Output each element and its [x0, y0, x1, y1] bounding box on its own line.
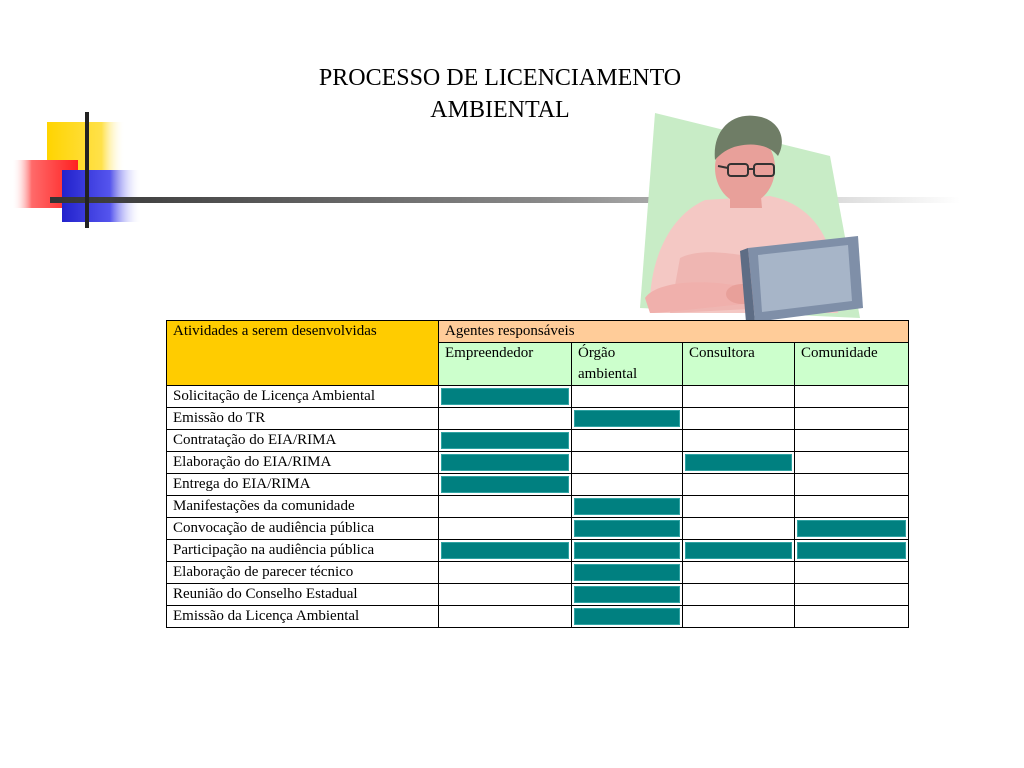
- responsibility-cell: [683, 496, 795, 518]
- responsibility-cell: [795, 584, 909, 606]
- responsibility-cell: [683, 562, 795, 584]
- table-row: [167, 452, 909, 474]
- responsibility-cell: [439, 430, 572, 452]
- activity-cell: Participação na audiência pública: [167, 540, 439, 562]
- responsibility-cell: [572, 540, 683, 562]
- activity-cell: Manifestações da comunidade: [167, 496, 439, 518]
- responsibility-cell: [439, 408, 572, 430]
- table-row: [167, 562, 909, 584]
- activity-cell: Elaboração do EIA/RIMA: [167, 452, 439, 474]
- activity-cell: Elaboração de parecer técnico: [167, 562, 439, 584]
- responsibility-cell: [572, 452, 683, 474]
- responsibility-cell: [572, 496, 683, 518]
- responsibility-cell: [683, 474, 795, 496]
- responsibility-cell: [439, 606, 572, 628]
- responsibility-cell: [439, 452, 572, 474]
- table-row: [167, 584, 909, 606]
- responsibility-cell: [683, 408, 795, 430]
- responsibility-cell: [795, 430, 909, 452]
- responsibility-cell: [439, 496, 572, 518]
- responsibility-cell: [683, 606, 795, 628]
- table-body: [167, 386, 909, 628]
- responsibility-cell: [683, 540, 795, 562]
- responsibility-cell: [683, 584, 795, 606]
- responsibility-cell: [439, 386, 572, 408]
- activity-cell: Reunião do Conselho Estadual: [167, 584, 439, 606]
- responsibility-cell: [683, 452, 795, 474]
- vertical-rule: [85, 112, 89, 228]
- activity-cell: Emissão do TR: [167, 408, 439, 430]
- licensing-table: [166, 320, 909, 628]
- responsibility-cell: [795, 474, 909, 496]
- agents-header: Agentes responsáveis: [439, 321, 909, 343]
- table-row: [167, 408, 909, 430]
- activity-cell: Contratação do EIA/RIMA: [167, 430, 439, 452]
- activity-cell: Emissão da Licença Ambiental: [167, 606, 439, 628]
- table-row: [167, 386, 909, 408]
- responsibility-cell: [572, 474, 683, 496]
- responsibility-cell: [795, 540, 909, 562]
- agent-header-consultora: Consultora: [683, 343, 795, 386]
- responsibility-cell: [572, 584, 683, 606]
- agent-header-empreendedor: Empreendedor: [439, 343, 572, 386]
- table-row: [167, 430, 909, 452]
- table-row: [167, 518, 909, 540]
- responsibility-cell: [795, 408, 909, 430]
- responsibility-cell: [683, 386, 795, 408]
- responsibility-cell: [572, 562, 683, 584]
- blue-square: [62, 170, 142, 222]
- responsibility-cell: [572, 606, 683, 628]
- agent-header-comunidade: Comunidade: [795, 343, 909, 386]
- responsibility-cell: [572, 408, 683, 430]
- responsibility-cell: [439, 518, 572, 540]
- responsibility-cell: [572, 518, 683, 540]
- responsibility-cell: [572, 386, 683, 408]
- table-row: [167, 496, 909, 518]
- responsibility-cell: [795, 452, 909, 474]
- responsibility-cell: [439, 474, 572, 496]
- activity-cell: Entrega do EIA/RIMA: [167, 474, 439, 496]
- agent-header-orgao-ambiental: Órgão ambiental: [572, 343, 683, 386]
- table-row: [167, 606, 909, 628]
- responsibility-cell: [683, 518, 795, 540]
- activities-header: Atividades a serem desenvolvidas: [167, 321, 439, 386]
- activity-cell: Convocação de audiência pública: [167, 518, 439, 540]
- title-line-1: PROCESSO DE LICENCIAMENTO: [318, 65, 682, 91]
- responsibility-cell: [795, 562, 909, 584]
- responsibility-cell: [795, 606, 909, 628]
- responsibility-cell: [439, 584, 572, 606]
- responsibility-cell: [439, 540, 572, 562]
- activity-cell: Solicitação de Licença Ambiental: [167, 386, 439, 408]
- man-at-computer-illustration: [620, 108, 880, 323]
- table-row: [167, 474, 909, 496]
- responsibility-cell: [683, 430, 795, 452]
- responsibility-cell: [572, 430, 683, 452]
- responsibility-cell: [439, 562, 572, 584]
- title-line-2: AMBIENTAL: [430, 97, 570, 123]
- table-row: [167, 540, 909, 562]
- responsibility-cell: [795, 496, 909, 518]
- responsibility-cell: [795, 518, 909, 540]
- responsibility-cell: [795, 386, 909, 408]
